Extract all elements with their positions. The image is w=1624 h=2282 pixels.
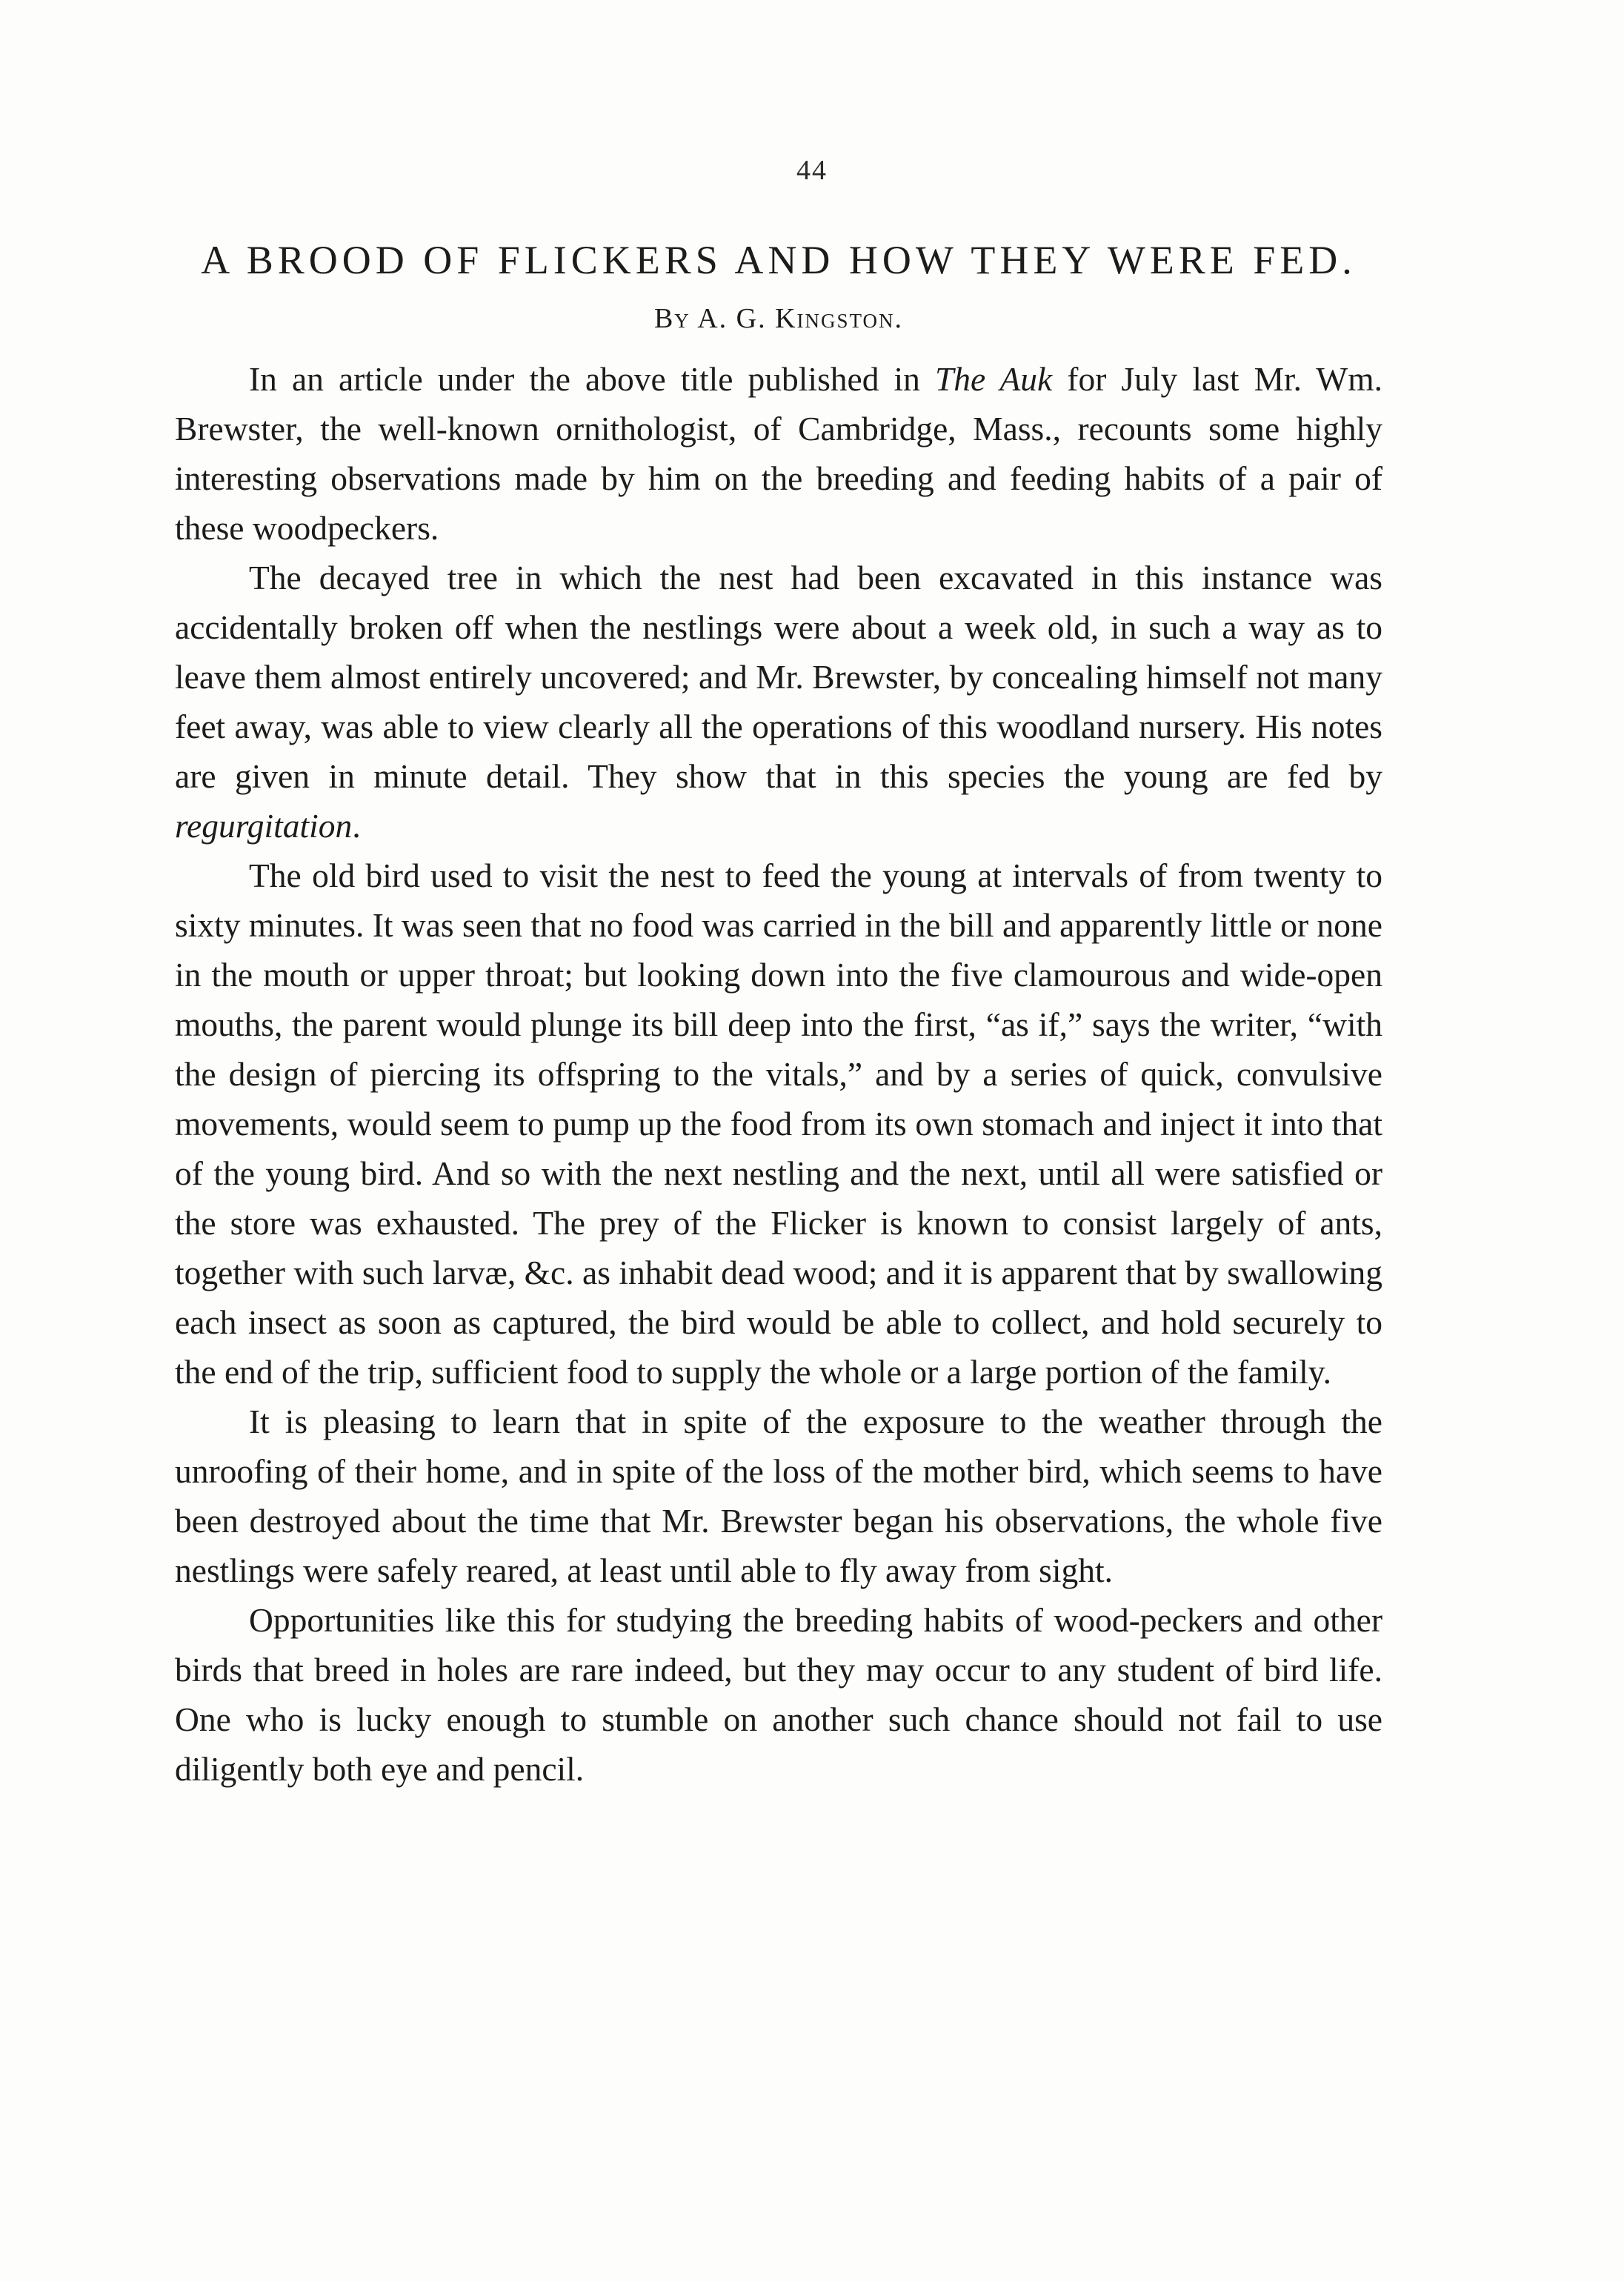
paragraph-text: for July last Mr. Wm. Brewster, the well-known ornithologist, of Cambridge, Mass., recounts some highly interesting observations made by him on the breeding and feeding habits of a pair of these woodpeckers.: [175, 360, 1383, 547]
paragraph: Opportunities like this for studying the breeding habits of wood-peckers and other birds that breed in holes are rare indeed, but they may occur to any student of bird life. One who is lucky enough to stumble on another such chance should not fail to use diligently both eye and pencil.: [175, 1601, 1382, 1788]
paragraph-text: In an article under the above title published in: [249, 360, 935, 398]
paragraph: The old bird used to visit the nest to feed the young at intervals of from twenty to sixty minutes. It was seen that no food was carried in the bill and apparently little or none in the mouth or upper throat; but looking down into the five clamourous and wide-open mouths, the parent would plunge its bill deep into the first, “as if,” says the writer, “with the design of piercing its offspring to the vitals,” and by a series of quick, convulsive movements, would seem to pump up the food from its own stomach and inject it into that of the young bird. And so with the next nestling and the next, until all were satisfied or the store was exhausted. The prey of the Flicker is known to consist largely of ants, together with such larvæ, &c. as inhabit dead wood; and it is apparent that by swallowing each insect as soon as captured, the bird would be able to collect, and hold securely to the end of the trip, sufficient food to supply the whole or a large portion of the family.: [175, 856, 1383, 1391]
article-title: A BROOD OF FLICKERS AND HOW THEY WERE FED.: [201, 238, 1357, 282]
paragraph: It is pleasing to learn that in spite of the exposure to the weather through the unroofing of their home, and in spite of the loss of the mother bird, which seems to have been destroyed about the time that Mr. Brewster began his observations, the whole five nestlings were safely reared, at least until able to fly away from sight.: [175, 1403, 1382, 1589]
paragraph-text: The decayed tree in which the nest had been excavated in this instance was accidentally broken off when the nestlings were about a week old, in such a way as to leave them almost entirely uncovered; and Mr. Brewster, by concealing himself not many feet away, was able to view clearly all the operations of this woodland nursery. His notes are given in minute detail. They show that in this species the young are fed by: [175, 559, 1382, 795]
paragraph: [175, 354, 1382, 553]
italic-term: regurgitation: [175, 807, 353, 845]
byline: By A. G. Kingston.: [653, 303, 904, 334]
paragraph: [175, 553, 1382, 851]
paragraph-text: .: [352, 807, 361, 845]
journal-title: The Auk: [935, 360, 1053, 398]
page-number: 44: [796, 155, 828, 186]
article-body: [175, 354, 1382, 1794]
